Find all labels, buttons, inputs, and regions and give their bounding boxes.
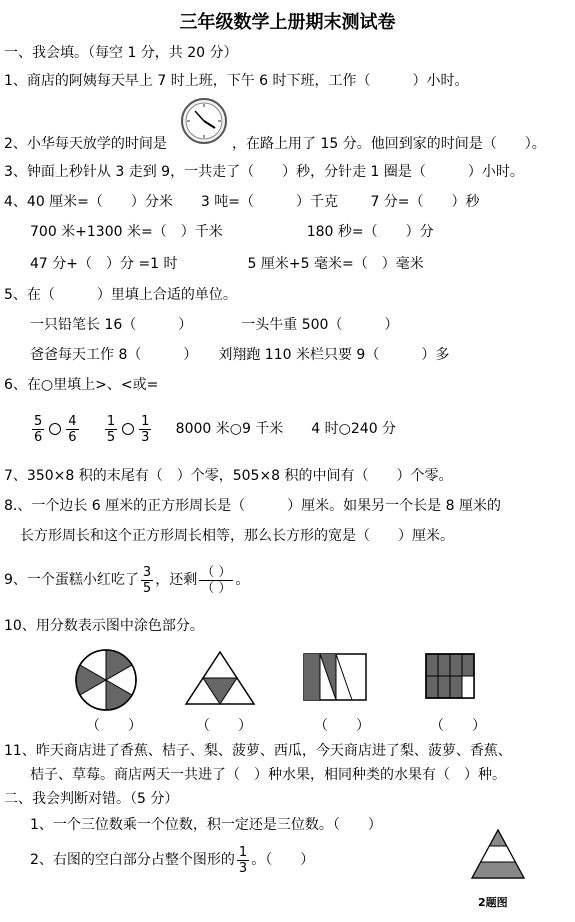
fraction: $\frac{1}{3}$ [238,844,248,876]
question-10: 10、用分数表示图中涂色部分。 [4,618,204,634]
question-3: 3、钟面上秒针从 3 走到 9，一共走了（ ）秒，分针走 1 圈是（ ）小时。 [4,164,524,180]
blank-circle-icon [122,423,134,435]
judge-question-1: 1、一个三位数乘一个位数，积一定还是三位数。（ ） [30,817,382,833]
question-8-line-2: 长方形周长和这个正方形周长相等，那么长方形的宽是（ ）厘米。 [20,528,454,544]
judge-question-2: 2、右图的空白部分占整个图形的 $\frac{1}{3}$ 。（ ） [30,844,315,876]
shaded-rectangle-figure [302,652,368,702]
question-5-line-1: 一只铅笔长 16（ ） 一头牛重 500（ ） [30,317,399,333]
answer-blank-4: （ ） [430,718,486,734]
answer-blank-3: （ ） [314,718,370,734]
question-6-comparisons [30,413,396,445]
question-1: 1、商店的阿姨每天早上 7 时上班，下午 6 时下班，工作（ ）小时。 [4,73,469,89]
figure-2-caption: 2题图 [478,896,508,909]
question-11-line-2: 桔子、草莓。商店两天一共进了（ ）种水果，相同种类的水果有（ ）种。 [30,767,506,783]
question-6-rest: 8000 米○9 千米 4 时○240 分 [175,421,397,437]
question-6: 6、在○里填上>、<或= [4,377,159,393]
question-7: 7、350×8 积的末尾有（ ）个零，505×8 积的中间有（ ）个零。 [4,468,453,484]
question-5-line-2: 爸爸每天工作 8（ ） 刘翔跑 110 米栏只要 9（ ）多 [30,347,450,363]
shaded-triangle-figure [184,650,256,706]
clock-icon [180,97,228,145]
question-9: 9、一个蛋糕小红吃了 $\frac{3}{5}$ ，还剩 $\frac{( )}{( )}$ 。 [4,564,250,596]
fraction-blank: $\frac{( )}{( )}$ [201,564,232,596]
blank-circle-icon [49,423,61,435]
fraction: $\frac{4}{6}$ [68,413,77,445]
shaded-grid-figure [424,652,476,700]
answer-blank-1: （ ） [86,718,142,734]
question-4-line-1: 4、40 厘米=（ ）分米 3 吨=（ ）千克 7 分=（ ）秒 [4,194,480,210]
question-8-line-1: 8.、一个边长 6 厘米的正方形周长是（ ）厘米。如果另一个长是 8 厘米的 [4,498,501,514]
shaded-circle-figure [74,648,138,712]
figure-2-triangle [466,828,530,892]
question-5: 5、在（ ）里填上合适的单位。 [4,287,237,303]
fraction: $\frac{1}{3}$ [141,413,150,445]
fraction: $\frac{3}{5}$ [142,564,152,596]
question-4-line-3: 47 分+（ ）分 =1 时 5 厘米+5 毫米=（ ）毫米 [30,256,424,272]
answer-blank-2: （ ） [196,718,252,734]
page-title: 三年级数学上册期末测试卷 [179,12,396,33]
question-4-line-2: 700 米+1300 米=（ ）千米 180 秒=（ ）分 [30,224,434,240]
section2-heading: 二、我会判断对错。（5 分） [4,791,179,807]
question-2-part-a: 2、小华每天放学的时间是 [4,136,167,152]
fraction: $\frac{5}{6}$ [34,413,43,445]
question-2-part-b: ，在路上用了 15 分。他回到家的时间是（ ）。 [232,136,546,152]
fraction: $\frac{1}{5}$ [106,413,116,445]
question-11-line-1: 11、昨天商店进了香蕉、桔子、梨、菠萝、西瓜，今天商店进了梨、菠萝、香蕉、 [4,743,512,759]
section1-heading: 一、我会填。（每空 1 分，共 20 分） [4,45,238,61]
